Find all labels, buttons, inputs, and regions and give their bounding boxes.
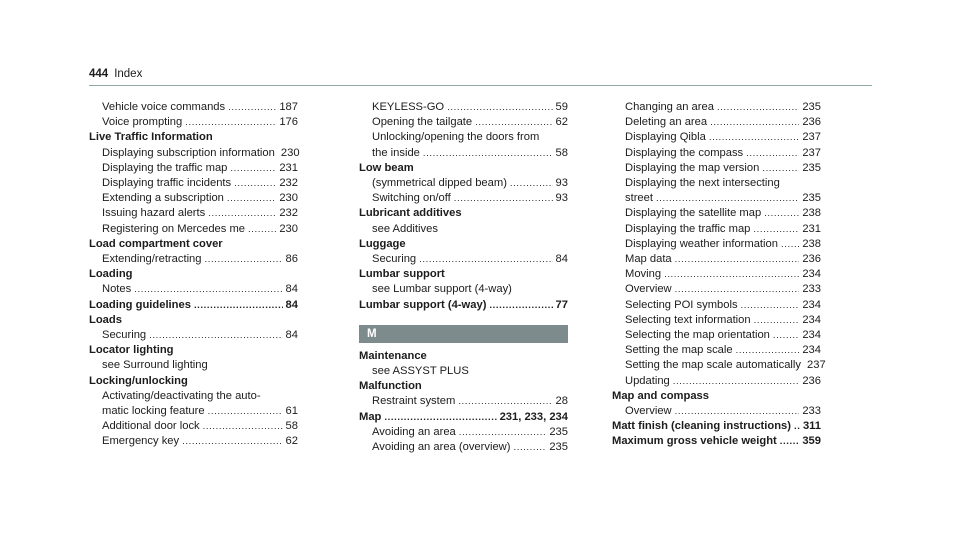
dot-leader xyxy=(203,419,283,434)
index-subentry xyxy=(612,115,821,130)
index-subentry xyxy=(89,328,298,343)
index-subentry xyxy=(612,222,821,237)
page-reference[interactable]: 235 xyxy=(549,425,568,438)
page-reference[interactable]: 231 xyxy=(802,222,821,235)
page-reference[interactable]: 84 xyxy=(285,329,298,342)
page-reference[interactable]: 61 xyxy=(285,405,298,418)
entry-text: Lubricant additives xyxy=(359,207,462,220)
page-reference[interactable]: 62 xyxy=(555,116,568,129)
entry-text: Notes xyxy=(102,283,132,296)
index-subentry xyxy=(89,404,298,419)
page-reference[interactable]: 62 xyxy=(285,435,298,448)
dot-leader xyxy=(489,298,552,313)
index-subentry xyxy=(612,161,821,176)
entry-text: the inside xyxy=(372,146,420,159)
entry-text: Low beam xyxy=(359,161,414,174)
entry-text: Extending/retracting xyxy=(102,253,202,266)
index-subentry xyxy=(359,440,568,455)
index-subentry xyxy=(359,394,568,409)
dot-leader xyxy=(513,440,546,455)
entry-text: Map and compass xyxy=(612,389,709,402)
page-reference[interactable]: 84 xyxy=(285,298,298,311)
index-subentry xyxy=(359,364,568,379)
index-subentry xyxy=(612,343,821,358)
index-subentry xyxy=(89,100,298,115)
index-subentry xyxy=(89,252,298,267)
index-subentry xyxy=(612,130,821,145)
index-subentry xyxy=(89,146,298,161)
page-reference[interactable]: 235 xyxy=(802,101,821,113)
entry-text: Moving xyxy=(625,268,662,281)
page-reference[interactable]: 187 xyxy=(279,101,298,113)
index-subentry xyxy=(359,176,568,191)
entry-text: Displaying the traffic map xyxy=(102,161,228,174)
dot-leader xyxy=(754,313,800,328)
index-subentry xyxy=(612,358,826,373)
entry-text: Live Traffic Information xyxy=(89,131,213,144)
section-letter: M xyxy=(359,325,568,343)
page-reference[interactable]: 93 xyxy=(555,177,568,190)
dot-leader xyxy=(773,328,799,343)
index-subentry xyxy=(359,191,568,206)
entry-text: Opening the tailgate xyxy=(372,116,473,129)
index-subentry xyxy=(359,130,568,145)
entry-text: Activating/deactivating the auto- xyxy=(102,389,261,402)
page-reference[interactable]: 231 xyxy=(279,161,298,174)
page-reference[interactable]: 84 xyxy=(555,253,568,266)
page-reference[interactable]: 28 xyxy=(555,395,568,408)
page-reference[interactable]: 237 xyxy=(802,131,821,144)
index-heading xyxy=(612,419,821,434)
index-column-2 xyxy=(359,100,568,455)
dot-leader xyxy=(208,404,283,419)
index-subentry xyxy=(612,298,821,313)
dot-leader xyxy=(248,222,276,237)
dot-leader xyxy=(208,206,276,221)
entry-text: Displaying the next intersecting xyxy=(625,177,780,190)
header-rule xyxy=(89,85,872,86)
dot-leader xyxy=(675,252,800,267)
page-reference[interactable]: 58 xyxy=(555,146,568,159)
dot-leader xyxy=(741,298,800,313)
dot-leader xyxy=(419,252,552,267)
index-subentry xyxy=(89,191,298,206)
entry-text: Lumbar support (4-way) xyxy=(359,298,487,311)
index-column-3 xyxy=(612,100,826,450)
dot-leader xyxy=(762,161,799,176)
index-subentry xyxy=(612,328,821,343)
dot-leader xyxy=(710,115,799,130)
entry-text: Securing xyxy=(372,253,417,266)
index-subentry xyxy=(612,374,821,389)
index-heading xyxy=(89,298,298,313)
dot-leader xyxy=(194,298,283,313)
dot-leader xyxy=(458,394,552,409)
entry-text: Maximum gross vehicle weight xyxy=(612,435,777,448)
dot-leader xyxy=(227,191,276,206)
dot-leader xyxy=(781,237,799,252)
entry-text: Emergency key xyxy=(102,435,180,448)
page-reference[interactable]: 236 xyxy=(802,253,821,266)
index-heading xyxy=(359,379,568,394)
dot-leader xyxy=(384,410,496,425)
entry-text: Displaying the traffic map xyxy=(625,222,751,235)
entry-text: Locator lighting xyxy=(89,344,174,357)
dot-leader xyxy=(185,115,276,130)
entry-text: (symmetrical dipped beam) xyxy=(372,177,507,190)
index-subentry xyxy=(89,434,298,449)
entry-text: see Additives xyxy=(372,222,438,235)
page-reference[interactable]: 84 xyxy=(285,283,298,296)
dot-leader xyxy=(746,146,799,161)
entry-text: Unlocking/opening the doors from xyxy=(372,131,540,144)
page-reference[interactable]: 237 xyxy=(802,146,821,159)
dot-leader xyxy=(675,404,800,419)
entry-text: see Lumbar support (4-way) xyxy=(372,283,512,296)
page-reference[interactable]: 234 xyxy=(802,298,821,311)
index-subentry xyxy=(359,115,568,130)
index-subentry xyxy=(359,100,568,115)
index-subentry xyxy=(612,313,821,328)
page-reference[interactable]: 58 xyxy=(285,420,298,433)
page-reference[interactable]: 59 xyxy=(555,101,568,113)
entry-text: Extending a subscription xyxy=(102,192,224,205)
entry-text: Setting the map scale automatically xyxy=(625,359,801,372)
page-header xyxy=(89,68,142,80)
dot-leader xyxy=(205,252,283,267)
index-heading xyxy=(359,410,568,425)
entry-text: Changing an area xyxy=(625,101,714,113)
page-reference[interactable]: 238 xyxy=(802,237,821,250)
entry-text: Setting the map scale xyxy=(625,344,733,357)
index-subentry xyxy=(359,222,568,237)
index-subentry xyxy=(612,100,821,115)
dot-leader xyxy=(234,176,276,191)
page-reference[interactable]: 236 xyxy=(802,374,821,387)
page-reference[interactable]: 230 xyxy=(280,146,300,159)
index-heading xyxy=(89,343,298,358)
entry-text: Displaying the map version xyxy=(625,161,760,174)
entry-text: Selecting the map orientation xyxy=(625,329,770,342)
entry-text: Displaying Qibla xyxy=(625,131,706,144)
index-subentry xyxy=(89,161,298,176)
index-subentry xyxy=(612,191,821,206)
index-subentry xyxy=(359,252,568,267)
dot-leader xyxy=(459,425,547,440)
entry-text: see Surround lighting xyxy=(102,359,208,372)
index-subentry xyxy=(89,176,298,191)
index-heading xyxy=(89,374,298,389)
page-reference[interactable]: 230 xyxy=(279,192,298,205)
page-reference[interactable]: 77 xyxy=(555,298,568,311)
dot-leader xyxy=(753,222,799,237)
entry-text: Matt finish (cleaning instructions) xyxy=(612,420,792,433)
dot-leader xyxy=(447,100,552,115)
index-heading xyxy=(89,237,298,252)
index-subentry xyxy=(89,358,298,373)
entry-text: Overview xyxy=(625,283,672,296)
index-subentry xyxy=(612,404,821,419)
entry-text: Locking/unlocking xyxy=(89,374,188,387)
dot-leader xyxy=(673,374,800,389)
dot-leader xyxy=(149,328,282,343)
page-reference[interactable]: 176 xyxy=(279,116,298,129)
entry-text: Displaying traffic incidents xyxy=(102,177,232,190)
page-title: Index xyxy=(114,68,143,80)
entry-text: KEYLESS-GO xyxy=(372,101,445,113)
dot-leader xyxy=(228,100,276,115)
index-subentry xyxy=(612,267,821,282)
dot-leader xyxy=(454,191,553,206)
entry-text: Avoiding an area xyxy=(372,425,456,438)
dot-leader xyxy=(134,282,282,297)
index-subentry xyxy=(612,206,821,221)
index-heading xyxy=(359,298,568,313)
entry-text: Securing xyxy=(102,329,147,342)
page-reference[interactable]: 237 xyxy=(807,359,826,372)
page-reference[interactable]: 234 xyxy=(802,313,821,326)
index-subentry xyxy=(612,176,821,191)
entry-text: Lumbar support xyxy=(359,268,445,281)
dot-leader xyxy=(736,343,800,358)
index-heading xyxy=(359,349,568,364)
entry-text: Updating xyxy=(625,374,670,387)
index-heading xyxy=(89,130,298,145)
index-subentry xyxy=(612,252,821,267)
entry-text: Restraint system xyxy=(372,395,456,408)
page-reference[interactable]: 234 xyxy=(802,329,821,342)
index-heading xyxy=(359,267,568,282)
index-subentry xyxy=(89,206,298,221)
page-reference[interactable]: 86 xyxy=(285,253,298,266)
entry-text: Registering on Mercedes me xyxy=(102,222,246,235)
entry-text: Vehicle voice commands xyxy=(102,101,226,113)
index-heading xyxy=(612,389,821,404)
entry-text: Luggage xyxy=(359,237,406,250)
entry-text: Displaying weather information xyxy=(625,237,778,250)
dot-leader xyxy=(656,191,799,206)
entry-text: Selecting POI symbols xyxy=(625,298,738,311)
entry-text: Avoiding an area (overview) xyxy=(372,441,511,454)
index-subentry xyxy=(89,419,298,434)
page-reference[interactable]: 234 xyxy=(802,344,821,357)
entry-text: Issuing hazard alerts xyxy=(102,207,206,220)
dot-leader xyxy=(717,100,799,115)
entry-text: Load compartment cover xyxy=(89,237,223,250)
entry-text: street xyxy=(625,192,653,205)
page-reference[interactable]: 238 xyxy=(802,207,821,220)
page-reference[interactable]: 311 xyxy=(802,420,821,433)
index-heading xyxy=(89,313,298,328)
index-subentry xyxy=(359,425,568,440)
entry-text: Displaying the compass xyxy=(625,146,744,159)
index-subentry xyxy=(612,282,821,297)
entry-text: Selecting text information xyxy=(625,313,751,326)
page-number: 444 xyxy=(89,68,109,80)
index-subentry xyxy=(612,146,821,161)
index-subentry xyxy=(612,237,821,252)
entry-text: Map data xyxy=(625,253,672,266)
page-reference[interactable]: 231, 233, 234 xyxy=(499,410,568,423)
entry-text: Switching on/off xyxy=(372,192,451,205)
entry-text: Maintenance xyxy=(359,349,427,362)
entry-text: see ASSYST PLUS xyxy=(372,365,469,378)
entry-text: Loads xyxy=(89,313,122,326)
page-reference[interactable]: 230 xyxy=(279,222,298,235)
entry-text: Map xyxy=(359,410,382,423)
entry-text: Voice prompting xyxy=(102,116,183,129)
entry-text: Displaying the satellite map xyxy=(625,207,762,220)
index-subentry xyxy=(89,389,298,404)
page-reference[interactable]: 232 xyxy=(279,207,298,220)
page-reference[interactable]: 232 xyxy=(279,177,298,190)
entry-text: Additional door lock xyxy=(102,420,200,433)
page-reference[interactable]: 235 xyxy=(802,161,821,174)
page-reference[interactable]: 236 xyxy=(802,116,821,129)
entry-text: matic locking feature xyxy=(102,405,205,418)
page-reference[interactable]: 93 xyxy=(555,192,568,205)
page-reference[interactable]: 359 xyxy=(802,435,821,448)
index-column-1 xyxy=(89,100,298,450)
dot-leader xyxy=(182,434,282,449)
entry-text: Loading guidelines xyxy=(89,298,191,311)
index-heading xyxy=(89,267,298,282)
dot-leader xyxy=(475,115,552,130)
entry-text: Deleting an area xyxy=(625,116,708,129)
index-subentry xyxy=(359,282,568,297)
index-subentry xyxy=(89,282,298,297)
index-heading xyxy=(612,434,821,449)
dot-leader xyxy=(230,161,276,176)
index-heading xyxy=(359,161,568,176)
page-reference[interactable]: 235 xyxy=(549,441,568,454)
entry-text: Loading xyxy=(89,268,133,281)
entry-text: Malfunction xyxy=(359,380,422,393)
dot-leader xyxy=(510,176,553,191)
dot-leader xyxy=(764,206,799,221)
page-reference[interactable]: 235 xyxy=(802,192,821,205)
dot-leader xyxy=(423,146,553,161)
dot-leader xyxy=(664,267,799,282)
index-subentry xyxy=(89,115,298,130)
page-reference[interactable]: 234 xyxy=(802,268,821,281)
index-heading xyxy=(359,237,568,252)
page-reference[interactable]: 233 xyxy=(802,405,821,418)
index-heading xyxy=(359,206,568,221)
page-reference[interactable]: 233 xyxy=(802,283,821,296)
dot-leader xyxy=(709,130,799,145)
dot-leader xyxy=(780,434,800,449)
dot-leader xyxy=(675,282,800,297)
entry-text: Displaying subscription information xyxy=(102,146,275,159)
entry-text: Overview xyxy=(625,405,672,418)
index-subentry xyxy=(359,146,568,161)
index-subentry xyxy=(89,222,298,237)
